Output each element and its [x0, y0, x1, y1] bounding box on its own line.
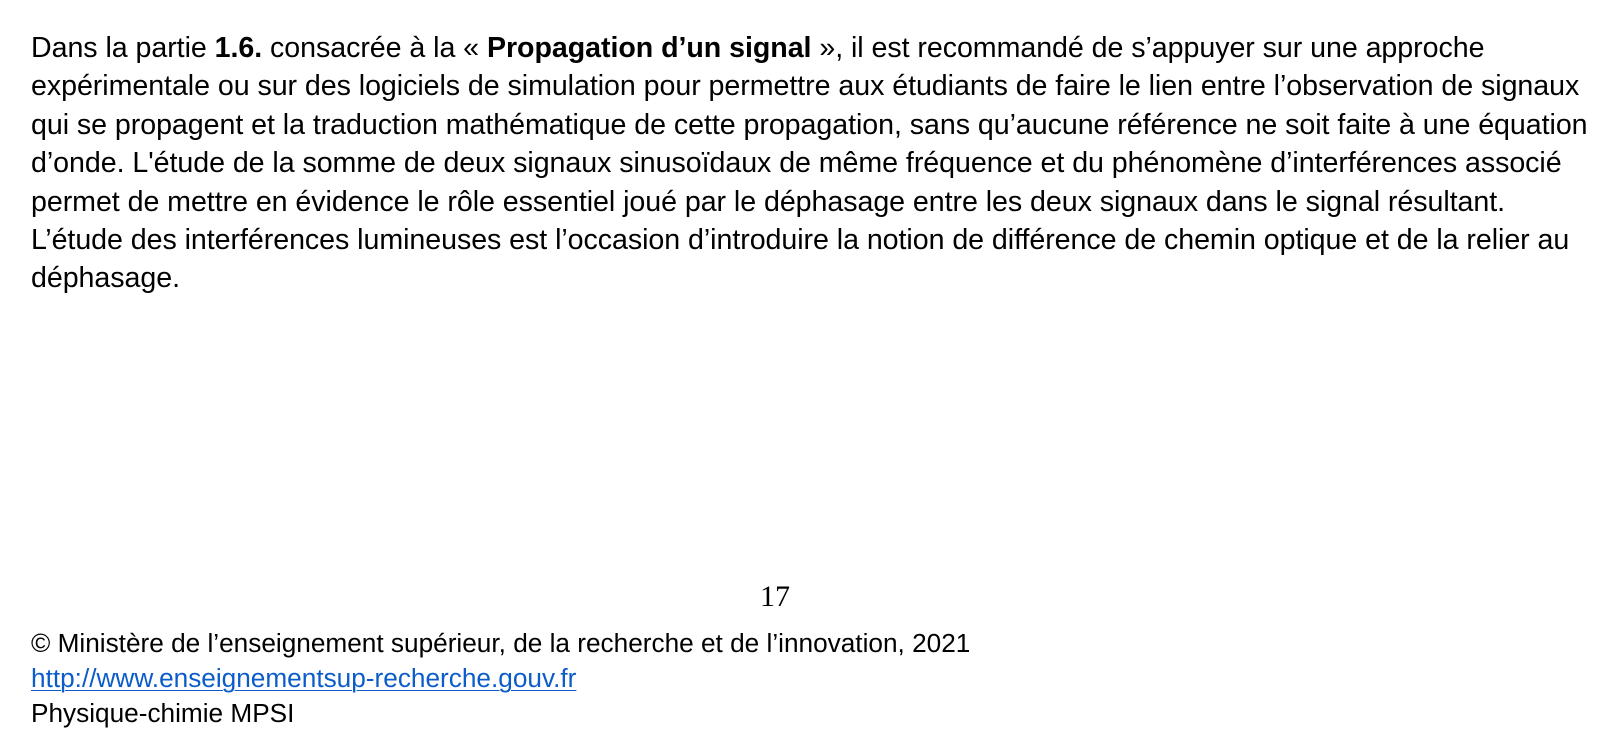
copyright-notice: © Ministère de l’enseignement supérieur, de la recherche et de l’innovation, 2021 — [31, 628, 971, 658]
page-footer — [31, 626, 970, 731]
section-number: 1.6. — [214, 32, 263, 64]
subject-label: Physique-chimie MPSI — [31, 698, 295, 728]
paragraph-middle: consacrée à la « — [262, 32, 487, 64]
body-paragraph — [31, 29, 1601, 298]
ministry-website-link[interactable]: http://www.enseignementsup-recherche.gouv.fr — [31, 663, 577, 693]
section-title: Propagation d’un signal — [486, 32, 812, 64]
page-number: 17 — [760, 580, 790, 613]
paragraph-suffix: », il est recommandé de s’appuyer sur une approche expérimentale ou sur des logiciels de simulation pour permettre aux étudiants de faire le lien entre l’observation de signaux qui se propagent et la traduction mathématique de cette propagation, sans qu’aucune référence ne soit faite à une équation d’onde. L'étude de la somme de deux signaux sinusoïdaux de même fréquence et du phénomène d’interférences associé permet de mettre en évidence le rôle essentiel joué par le déphasage entre les deux signaux dans le signal résultant. L’étude des interférences lumineuses est l’occasion d’introduire la notion de différence de chemin optique et de la relier au déphasage. — [31, 32, 1588, 295]
paragraph-prefix: Dans la partie — [31, 32, 215, 64]
